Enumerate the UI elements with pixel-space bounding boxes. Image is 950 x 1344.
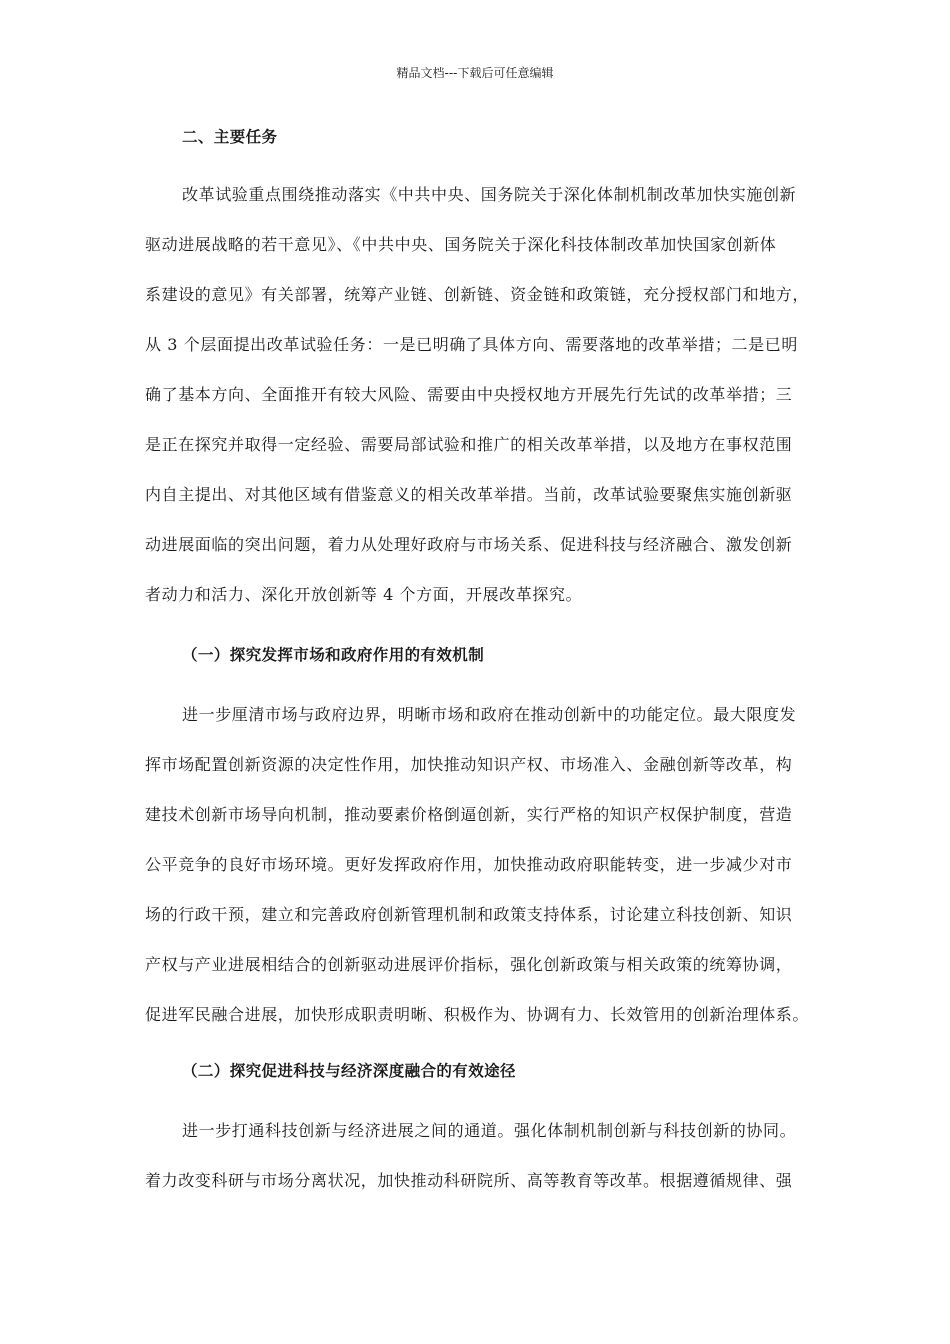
page-header: 精品文档---下载后可任意编辑 <box>396 66 554 80</box>
paragraph-line: 内自主提出、对其他区域有借鉴意义的相关改革举措。当前，改革试验要聚焦实施创新驱 <box>145 485 793 504</box>
paragraph-line: 动进展面临的突出问题，着力从处理好政府与市场关系、促进科技与经济融合、激发创新 <box>145 535 793 554</box>
subsection-1-paragraph <box>145 690 815 1040</box>
paragraph-line: 者动力和活力、深化开放创新等 4 个方面，开展改革探究。 <box>145 585 583 604</box>
paragraph-line: 进一步打通科技创新与经济进展之间的通道。强化体制机制创新与科技创新的协同。 <box>182 1121 797 1140</box>
paragraph-line: 公平竞争的良好市场环境。更好发挥政府作用，加快推动政府职能转变，进一步减少对市 <box>145 855 793 874</box>
intro-paragraph <box>145 170 815 620</box>
subsection-1-heading-block <box>145 630 815 680</box>
paragraph-line: 挥市场配置创新资源的决定性作用，加快推动知识产权、市场准入、金融创新等改革，构 <box>145 755 793 774</box>
paragraph-line: 驱动进展战略的若干意见》、《中共中央、国务院关于深化科技体制改革加快国家创新体 <box>145 235 777 254</box>
paragraph-line: 产权与产业进展相结合的创新驱动进展评价指标，强化创新政策与相关政策的统筹协调， <box>145 955 793 974</box>
subsection-2-paragraph <box>145 1106 815 1206</box>
paragraph-line: 场的行政干预，建立和完善政府创新管理机制和政策支持体系，讨论建立科技创新、知识 <box>145 905 793 924</box>
paragraph-line: 系建设的意见》有关部署，统筹产业链、创新链、资金链和政策链，充分授权部门和地方， <box>145 285 810 304</box>
subsection-heading: （一）探究发挥市场和政府作用的有效机制 <box>182 646 485 664</box>
subsection-2-heading-block <box>145 1046 815 1096</box>
paragraph-line: 促进军民融合进展，加快形成职责明晰、积极作为、协调有力、长效管用的创新治理体系。 <box>145 1005 810 1024</box>
paragraph-line: 从 3 个层面提出改革试验任务：一是已明确了具体方向、需要落地的改革举措；二是已明 <box>145 335 798 354</box>
paragraph-line: 改革试验重点围绕推动落实《中共中央、国务院关于深化体制机制改革加快实施创新 <box>182 185 797 204</box>
paragraph-line: 着力改变科研与市场分离状况，加快推动科研院所、高等教育等改革。根据遵循规律、强 <box>145 1171 793 1190</box>
subsection-heading: （二）探究促进科技与经济深度融合的有效途径 <box>182 1062 516 1080</box>
paragraph-line: 确了基本方向、全面推开有较大风险、需要由中央授权地方开展先行先试的改革举措；三 <box>145 385 793 404</box>
section-heading-block <box>145 112 815 162</box>
paragraph-line: 进一步厘清市场与政府边界，明晰市场和政府在推动创新中的功能定位。最大限度发 <box>182 705 797 724</box>
paragraph-line: 建技术创新市场导向机制，推动要素价格倒逼创新，实行严格的知识产权保护制度，营造 <box>145 805 793 824</box>
paragraph-line: 是正在探究并取得一定经验、需要局部试验和推广的相关改革举措，以及地方在事权范围 <box>145 435 793 454</box>
section-heading: 二、主要任务 <box>182 128 278 146</box>
